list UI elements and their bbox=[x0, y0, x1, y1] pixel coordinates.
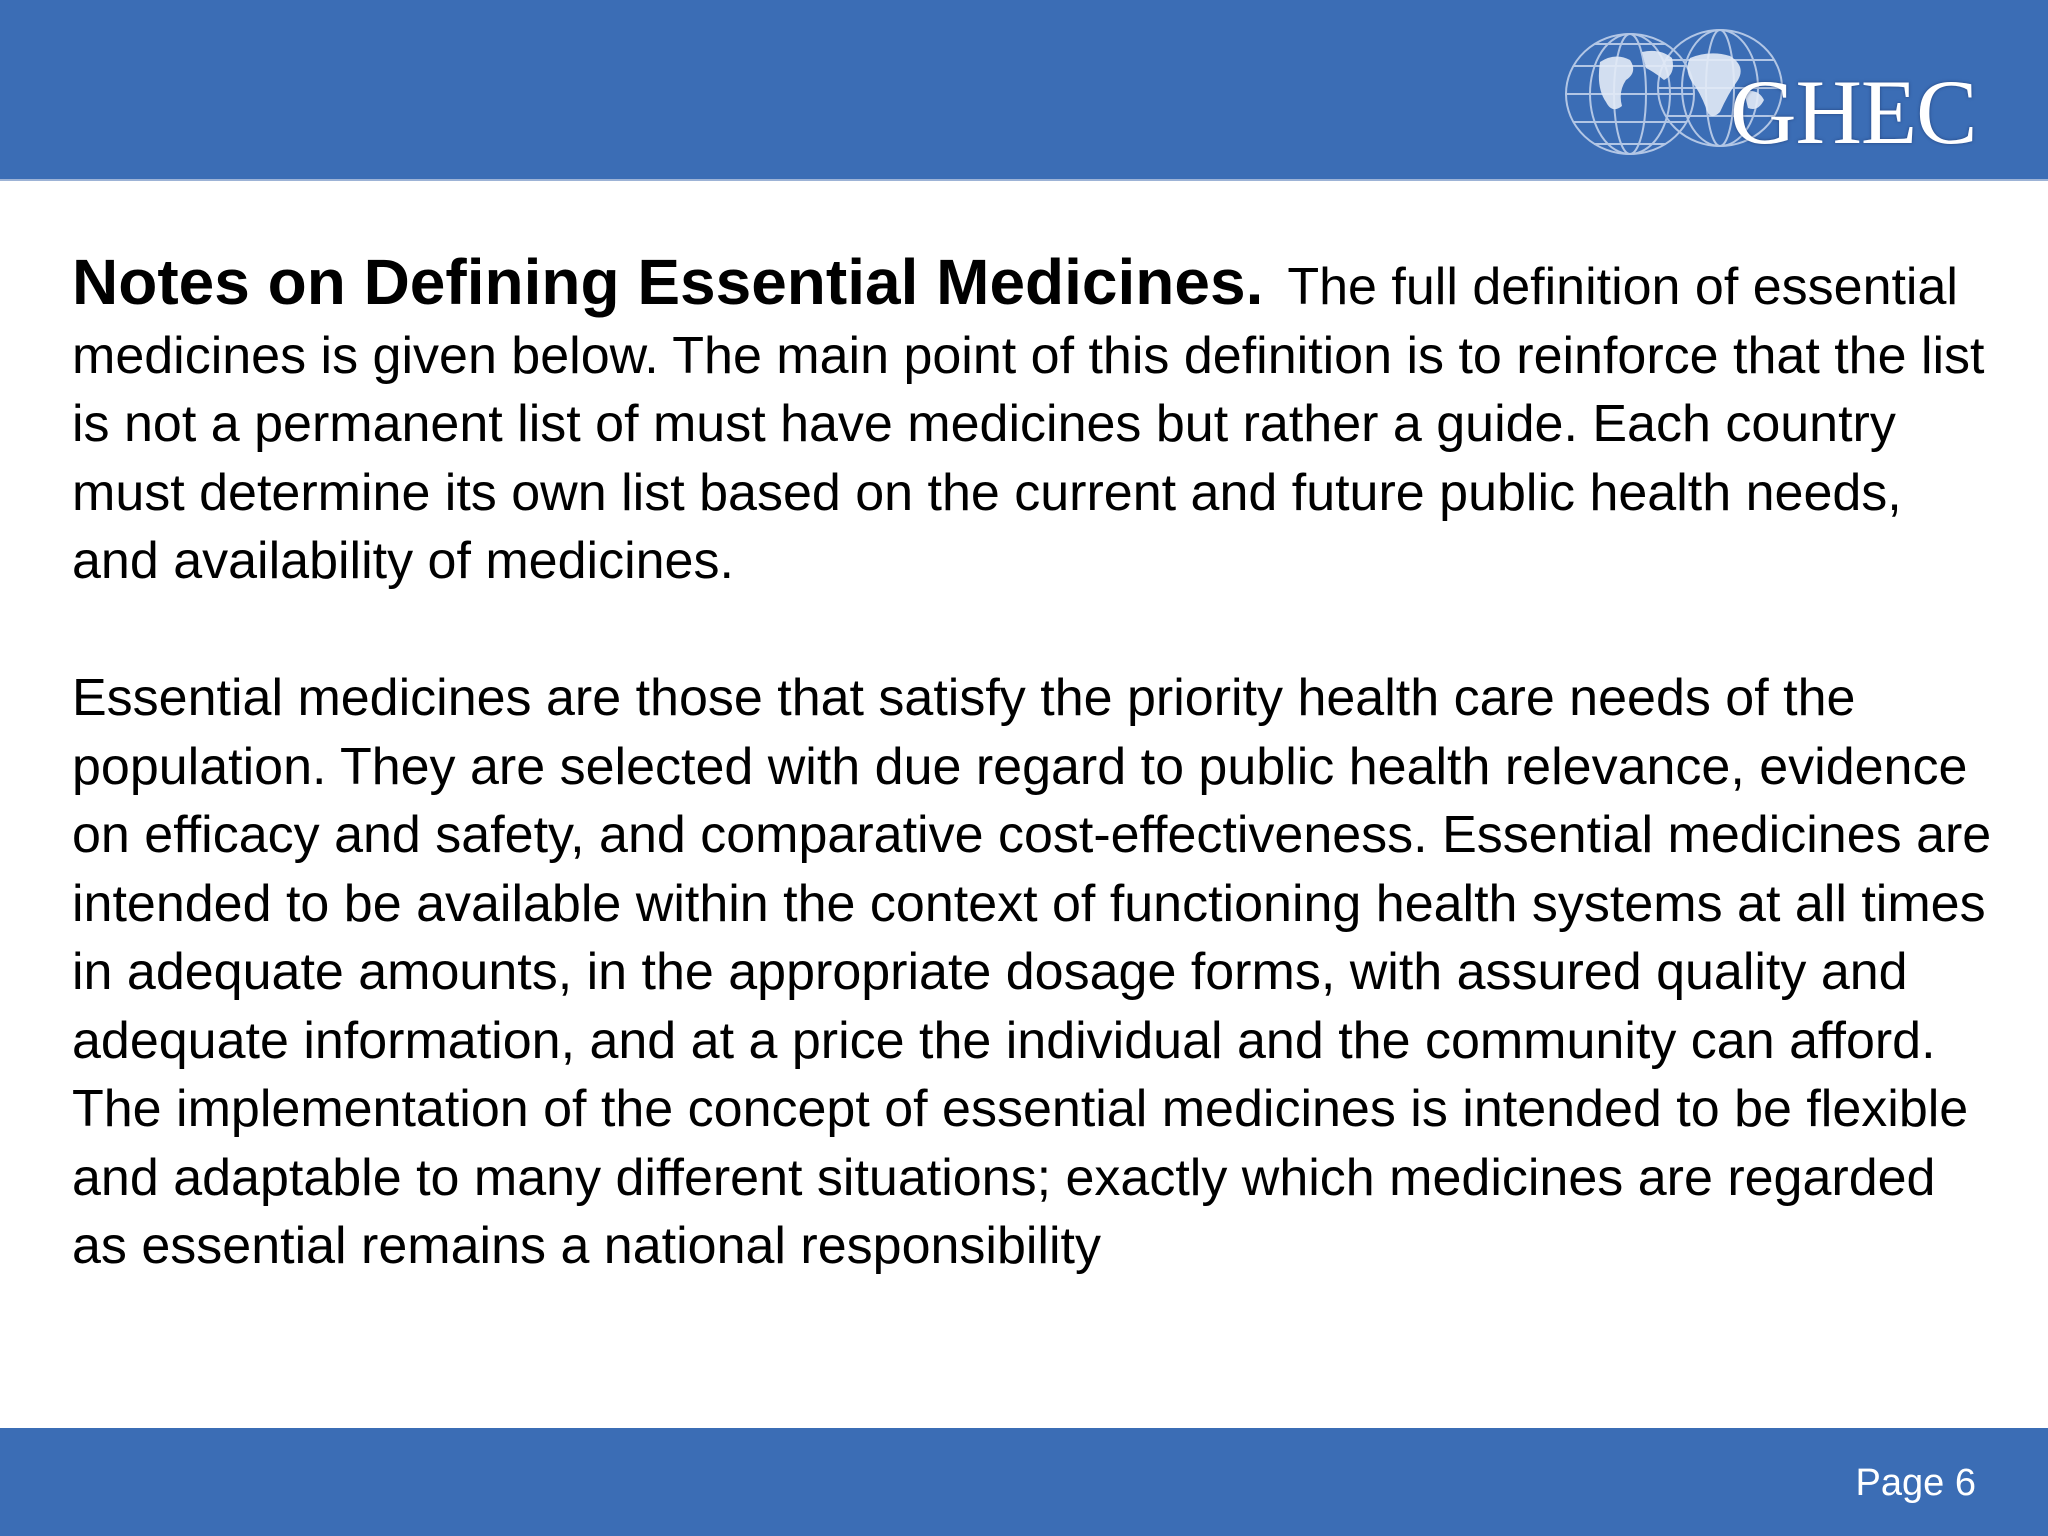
slide-heading: Notes on Defining Essential Medicines. bbox=[72, 246, 1264, 318]
logo-text: GHEC bbox=[1730, 61, 1977, 163]
header-bar bbox=[0, 0, 2048, 181]
definition-paragraph: Essential medicines are those that satisfy the priority health care needs of the population. They are selected with due regard to public health relevance, evidence on efficacy and safety, and comparative cost-effectiveness. Essential medicines are intended to be available within the context of functioning health systems at all times in adequate amounts, in the appropriate dosage forms, with assured quality and adequate information, and at a price the individual and the community can afford. The implementation of the concept of essential medicines is intended to be flexible and adaptable to many different situations; exactly which medicines are regarded as essential remains a national responsibility bbox=[72, 669, 1992, 1275]
footer-bar bbox=[0, 1428, 2048, 1536]
slide-content bbox=[72, 248, 1992, 1281]
intro-paragraph bbox=[72, 248, 1992, 596]
page-number: Page 6 bbox=[1855, 1462, 1976, 1504]
intro-text: The full definition of essential medicines is given below. The main point of this definition is to reinforce that the list is not a permanent list of must have medicines but rather a guide. Each country must determine its own list based on the current and future public health needs, and availability of medicines. bbox=[72, 258, 1985, 590]
ghec-logo bbox=[1560, 22, 2000, 162]
